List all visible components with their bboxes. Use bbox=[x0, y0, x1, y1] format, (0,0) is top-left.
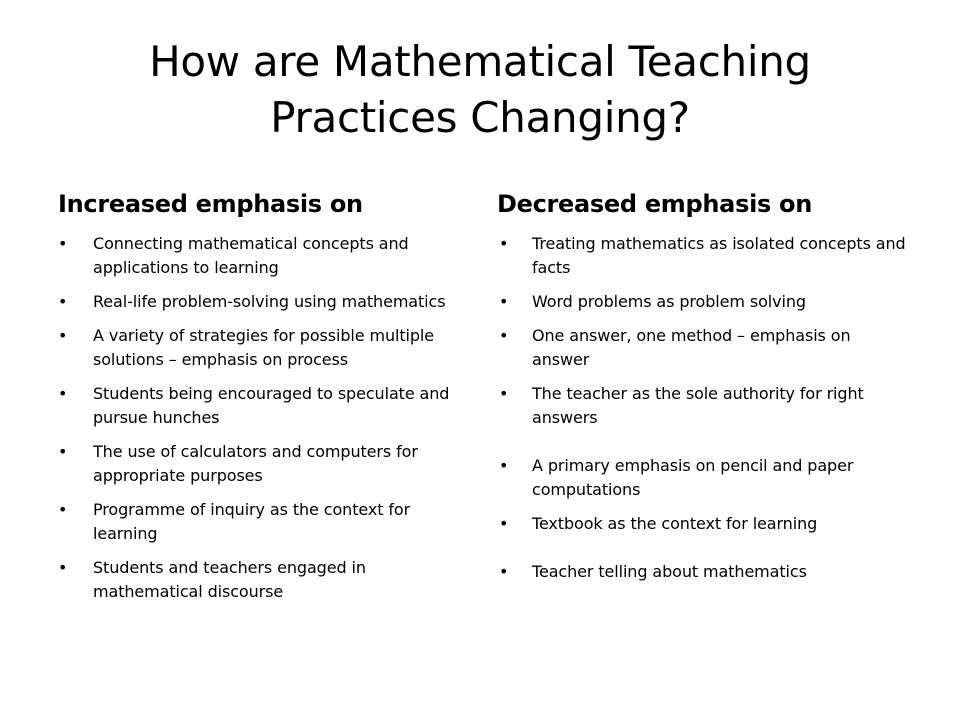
list-item bbox=[58, 556, 468, 604]
bullet-icon: • bbox=[58, 292, 68, 311]
decreased-emphasis-column bbox=[497, 186, 907, 594]
bullet-icon: • bbox=[58, 384, 68, 403]
list-item-text: Students being encouraged to speculate and pursue hunches bbox=[93, 384, 450, 427]
increased-emphasis-list bbox=[58, 232, 468, 604]
bullet-icon: • bbox=[58, 234, 68, 253]
bullet-icon: • bbox=[58, 558, 68, 577]
list-item-text: One answer, one method – emphasis on answer bbox=[532, 326, 851, 369]
slide-title bbox=[48, 34, 912, 146]
list-item-text: Word problems as problem solving bbox=[532, 292, 806, 311]
list-item bbox=[58, 382, 468, 430]
bullet-icon: • bbox=[499, 456, 509, 475]
bullet-icon: • bbox=[499, 326, 509, 345]
increased-emphasis-column bbox=[58, 186, 468, 614]
list-item bbox=[58, 290, 468, 314]
list-item bbox=[497, 512, 907, 536]
bullet-icon: • bbox=[58, 500, 68, 519]
list-item bbox=[58, 232, 468, 280]
list-item bbox=[497, 324, 907, 372]
list-item bbox=[58, 324, 468, 372]
list-item bbox=[497, 454, 907, 502]
list-item-text: The teacher as the sole authority for right answers bbox=[532, 384, 864, 427]
list-item bbox=[497, 290, 907, 314]
bullet-icon: • bbox=[499, 514, 509, 533]
bullet-icon: • bbox=[58, 326, 68, 345]
list-item-text: The use of calculators and computers for appropriate purposes bbox=[93, 442, 418, 485]
list-item bbox=[497, 560, 907, 584]
list-item-text: Students and teachers engaged in mathematical discourse bbox=[93, 558, 366, 601]
decreased-emphasis-heading: Decreased emphasis on bbox=[497, 190, 813, 218]
title-line-2: Practices Changing? bbox=[270, 93, 690, 142]
bullet-icon: • bbox=[499, 562, 509, 581]
bullet-icon: • bbox=[58, 442, 68, 461]
list-item-text: A variety of strategies for possible multiple solutions – emphasis on process bbox=[93, 326, 435, 369]
list-item-text: Treating mathematics as isolated concepts and facts bbox=[532, 234, 906, 277]
list-item-text: Programme of inquiry as the context for learning bbox=[93, 500, 411, 543]
title-line-1: How are Mathematical Teaching bbox=[149, 37, 811, 86]
increased-emphasis-heading: Increased emphasis on bbox=[58, 190, 363, 218]
decreased-emphasis-list bbox=[497, 232, 907, 584]
list-item-text: Teacher telling about mathematics bbox=[532, 562, 807, 581]
bullet-icon: • bbox=[499, 234, 509, 253]
list-item-text: Connecting mathematical concepts and applications to learning bbox=[93, 234, 409, 277]
bullet-icon: • bbox=[499, 292, 509, 311]
list-item-text: A primary emphasis on pencil and paper computations bbox=[532, 456, 854, 499]
list-item bbox=[497, 232, 907, 280]
list-item bbox=[58, 498, 468, 546]
list-item-text: Real-life problem-solving using mathematics bbox=[93, 292, 446, 311]
list-item bbox=[58, 440, 468, 488]
list-item bbox=[497, 382, 907, 430]
bullet-icon: • bbox=[499, 384, 509, 403]
list-item-text: Textbook as the context for learning bbox=[532, 514, 818, 533]
